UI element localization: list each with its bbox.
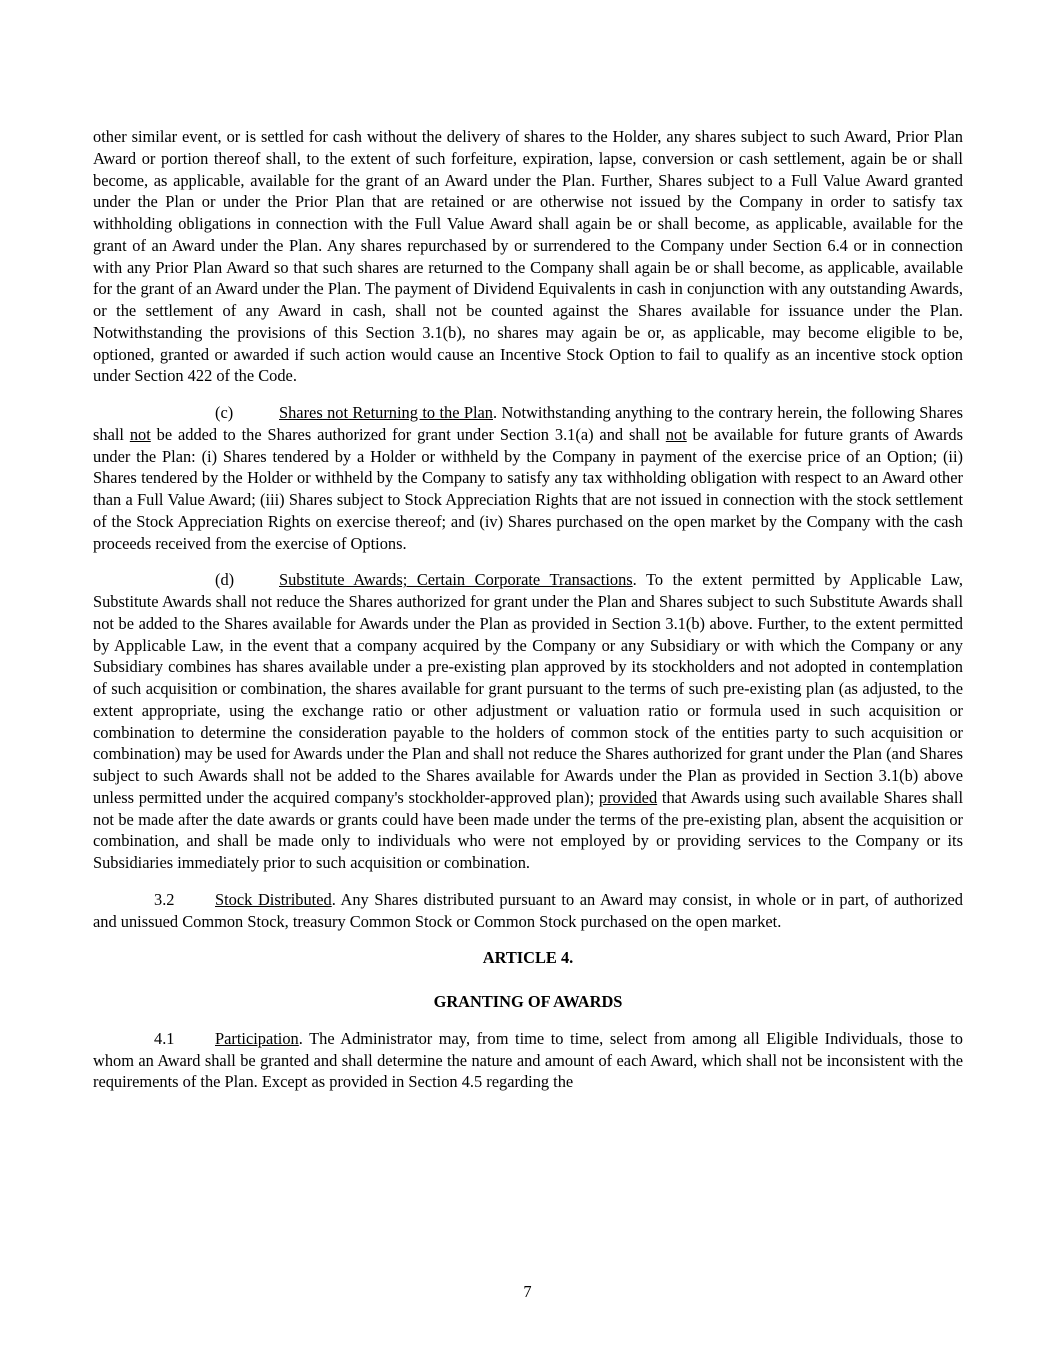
paragraph-text: be added to the Shares authorized for grant under Section 3.1(a) and shall (150, 424, 666, 444)
emphasis-not: not (665, 424, 687, 444)
section-number: 3.2 (154, 889, 175, 909)
paragraph-text: . Notwithstanding anything to the contrary herein, the following Shares shall (93, 403, 963, 444)
paragraph-3-1-b-continued (93, 126, 963, 387)
paragraph-text: . To the extent permitted by Applicable Law, Substitute Awards shall not reduce the Shares authorized for grant under the Plan and Shares subject to such Substitute Awards shall not be added to the Shares available for Awards under the Plan as provided in Section 3.1(b) above. Further, to the extent permitted by Applicable Law, in the event that a company acquired by the Company or any Subsidiary or with which the Company or any Subsidiary combines has shares available under a pre-existing plan approved by its stockholders and not adopted in contemplation of such acquisition or combination, the shares available for grant pursuant to the terms of such pre-existing plan (as adjusted, to the extent appropriate, using the exchange ratio or other adjustment or valuation ratio or formula used in such acquisition or combination to determine the consideration payable to the holders of common stock of the entities party to such acquisition or combination) may be used for Awards under the Plan and shall not reduce the Shares authorized for grant under the Plan (and Shares subject to such Awards shall not be added to the Shares available for Awards under the Plan as provided in Section 3.1(b) above unless permitted under the acquired company's stockholder-approved plan); (93, 570, 963, 807)
subsection-title: Substitute Awards; Certain Corporate Transactions (279, 570, 633, 590)
article-number: ARTICLE 4. (482, 948, 574, 968)
article-title: GRANTING OF AWARDS (433, 992, 623, 1011)
emphasis-provided: provided (598, 787, 658, 807)
section-number: 4.1 (154, 1028, 175, 1048)
paragraph-3-1-d (93, 569, 963, 874)
paragraph-text: other similar event, or is settled for cash without the delivery of shares to the Holder, any shares subject to such Award, Prior Plan Award or portion thereof shall, to the extent of such forfeiture, expiration, lapse, conversion or cash settlement, again be or shall become, as applicable, available for the grant of an Award under the Plan. Further, Shares subject to a Full Value Award granted under the Plan or under the Prior Plan that are retained or are otherwise not issued by the Company in order to satisfy tax withholding obligations in connection with the Full Value Award shall again be or shall become, as applicable, available for the grant of an Award under the Plan. Any shares repurchased by or surrendered to the Company under Section 6.4 or in connection with any Prior Plan Award so that such shares are returned to the Company shall again be or shall become, as applicable, available for the grant of an Award under the Plan. The payment of Dividend Equivalents in cash in conjunction with any outstanding Awards, or the settlement of any Award in cash, shall not be counted against the Shares available for issuance under the Plan. Notwithstanding the provisions of this Section 3.1(b), no shares may again be or, as applicable, may become eligible to be, optioned, granted or awarded if such action would cause an Incentive Stock Option to fail to qualify as an incentive stock option under Section 422 of the Code. (93, 127, 963, 386)
subsection-label: (c) (215, 403, 234, 422)
emphasis-not: not (129, 424, 151, 444)
subsection-label: (d) (215, 570, 235, 590)
paragraph-text: be available for future grants of Awards under the Plan: (i) Shares tendered by a Holder or withheld by the Company in payment of the exercise price of an Option; (ii) Shares tendered by the Holder or withheld by the Company to satisfy any tax withholding obligation with respect to an Award other than a Full Value Award; (iii) Shares subject to Stock Appreciation Rights that are not issued in connection with the stock settlement of the Stock Appreciation Rights on exercise thereof; and (iv) Shares purchased on the open market by the Company with the cash proceeds received from the exercise of Options. (93, 424, 963, 553)
section-4-1 (93, 1028, 963, 1093)
paragraph-text: that Awards using such available Shares shall not be made after the date awards or grants could have been made under the terms of the pre-existing plan, absent the acquisition or combination, and shall be made only to individuals who were not employed by or providing services to the Company or its Subsidiaries immediately prior to such acquisition or combination. (93, 787, 964, 872)
subsection-title: Shares not Returning to the Plan (279, 403, 493, 422)
paragraph-3-1-c (93, 402, 963, 554)
section-title: Participation (215, 1028, 299, 1048)
page-number: 7 (523, 1282, 532, 1301)
paragraph-text: . The Administrator may, from time to time, select from among all Eligible Individuals, those to whom an Award shall be granted and shall determine the nature and amount of each Award, which shall not be inconsistent with the requirements of the Plan. Except as provided in Section 4.5 regarding the (93, 1028, 963, 1092)
section-3-2 (93, 889, 963, 933)
document-page (93, 126, 963, 1093)
paragraph-text: . Any Shares distributed pursuant to an Award may consist, in whole or in part, of authorized and unissued Common Stock, treasury Common Stock or Common Stock purchased on the open market. (93, 889, 964, 931)
section-title: Stock Distributed (215, 889, 332, 909)
